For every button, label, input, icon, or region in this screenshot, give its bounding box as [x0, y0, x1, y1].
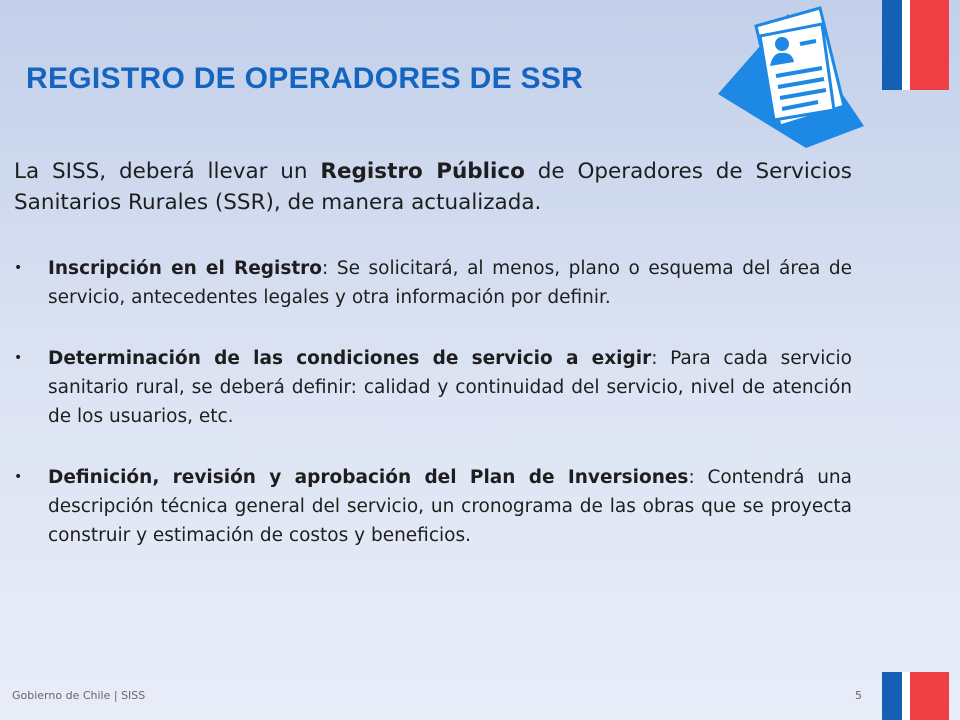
bullet-item-registro [14, 254, 852, 312]
bullet-heading: Definición, revisión y aprobación del Plan de Inversiones [48, 467, 689, 488]
bullet-item-plan-inversiones [14, 463, 852, 550]
bullet-marker: • [14, 469, 23, 485]
bullet-text: : Contendrá una descripción técnica general del servicio, un cronograma de las obras que se proyecta construir y estimación de costos y beneficios. [48, 467, 852, 546]
bullet-marker: • [14, 350, 23, 366]
chile-flag-stripe-top [882, 0, 949, 90]
footer-text: Gobierno de Chile | SISS [12, 689, 146, 702]
chile-flag-stripe-bottom [882, 672, 949, 720]
bullet-heading: Inscripción en el Registro [48, 258, 323, 279]
intro-bold-term: Registro Público [320, 159, 525, 184]
intro-paragraph: La SISS, deberá llevar un Registro Público de Operadores de Servicios Sanitarios Rurales (SSR), de manera actualizada. [14, 159, 853, 215]
bullet-marker: • [14, 260, 23, 276]
bullet-text: : Se solicitará, al menos, plano o esquema del área de servicio, antecedentes legales y otra información por definir. [48, 258, 852, 308]
bullet-item-condiciones [14, 344, 852, 431]
bullet-text: : Para cada servicio sanitario rural, se deberá definir: calidad y continuidad del servicio, nivel de atención de los usuarios, etc. [48, 348, 852, 427]
document-profile-icon [718, 6, 868, 151]
slide-title: REGISTRO DE OPERADORES DE SSR [26, 62, 584, 95]
bullet-heading: Determinación de las condiciones de servicio a exigir [48, 348, 652, 369]
page-number: 5 [855, 689, 862, 702]
bullet-list [14, 254, 852, 550]
